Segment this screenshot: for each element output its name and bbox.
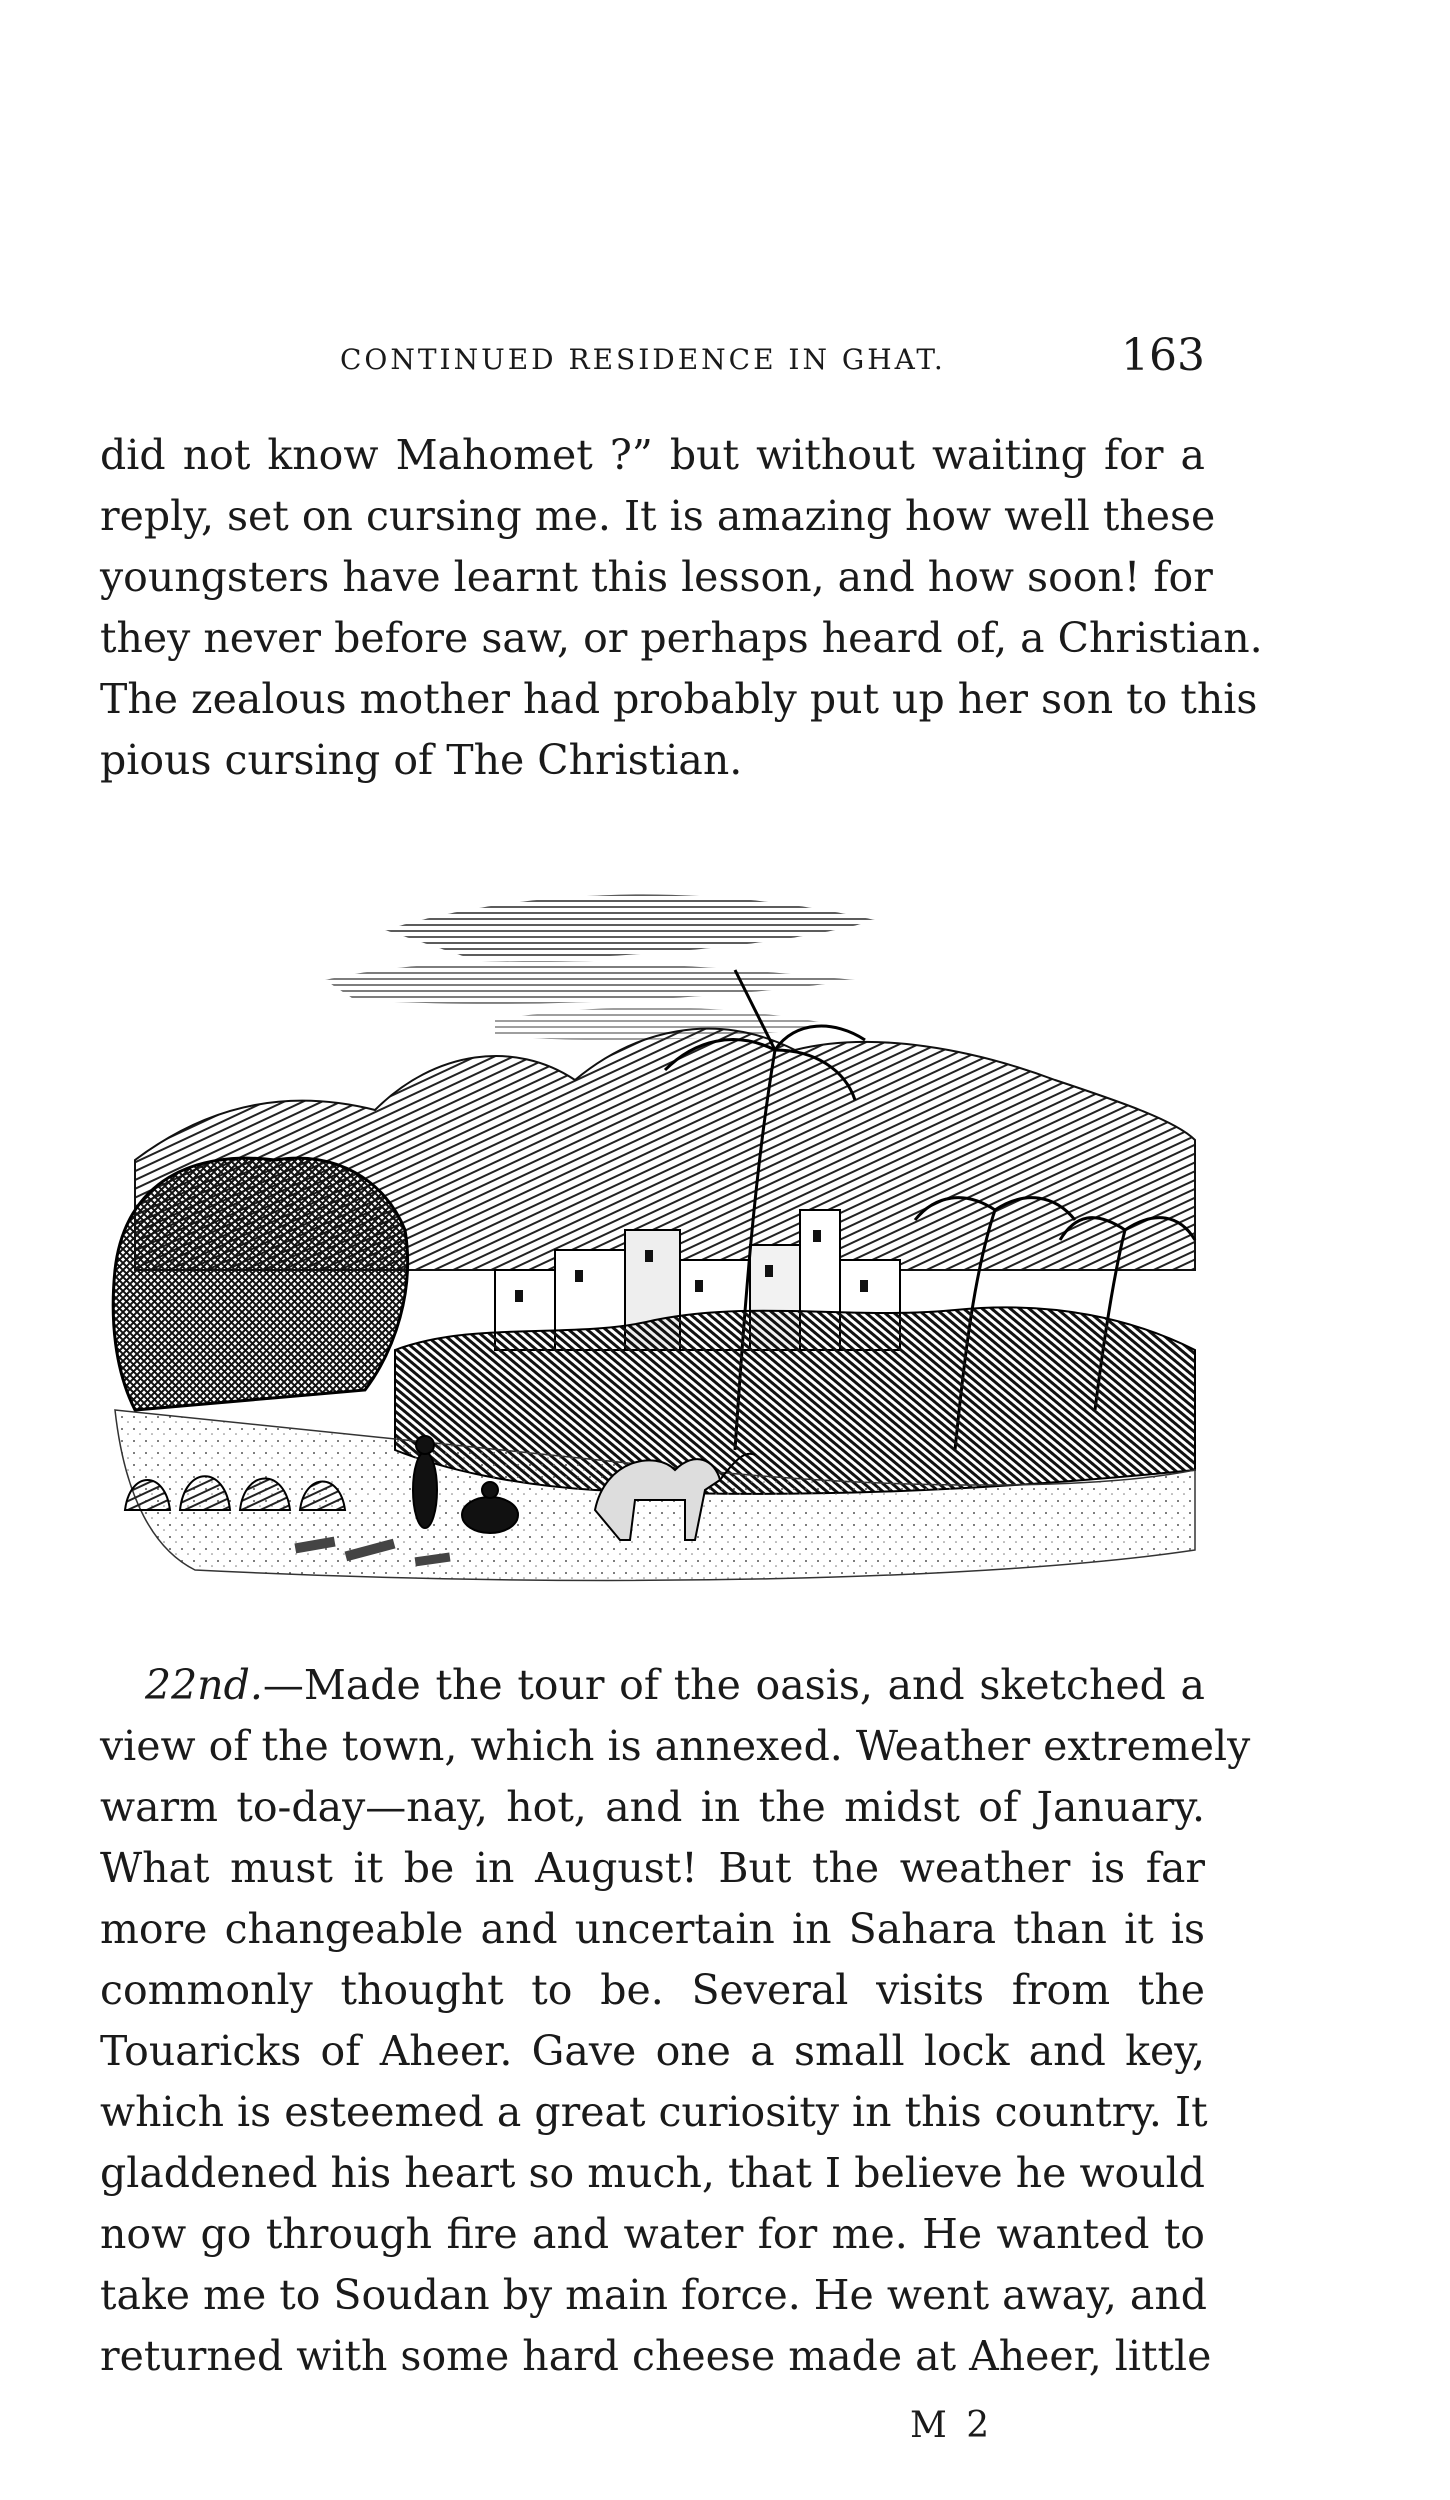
- text-line: returned with some hard cheese made at Aheer, little: [100, 2332, 1212, 2380]
- paragraph-1: [100, 425, 1263, 791]
- running-head: [100, 325, 1205, 385]
- text-line: [100, 1655, 1205, 1716]
- paragraph-2: [100, 1655, 1251, 2387]
- text-line: The zealous mother had probably put up her son to this: [100, 675, 1258, 723]
- text-line: did not know Mahomet ?” but without waiting for a: [100, 431, 1205, 479]
- text-line: more changeable and uncertain in Sahara than it is: [100, 1905, 1205, 1953]
- rock-outcrop: [113, 1158, 407, 1410]
- text-line: they never before saw, or perhaps heard of, a Christian.: [100, 614, 1263, 662]
- engraving-oasis-town-icon: [95, 850, 1215, 1600]
- text-line: warm to-day—nay, hot, and in the midst of January.: [100, 1783, 1205, 1831]
- text-line: now go through fire and water for me. He wanted to: [100, 2210, 1205, 2258]
- signature-mark: M 2: [910, 2405, 994, 2446]
- running-title: CONTINUED RESIDENCE IN GHAT.: [340, 343, 946, 376]
- text-line: youngsters have learnt this lesson, and how soon! for: [100, 553, 1213, 601]
- text-line: take me to Soudan by main force. He went away, and: [100, 2271, 1207, 2319]
- text-line: What must it be in August! But the weather is far: [100, 1844, 1205, 1892]
- text-line: Touaricks of Aheer. Gave one a small lock and key,: [100, 2027, 1205, 2075]
- page-number: 163: [1121, 330, 1205, 381]
- text-line: gladdened his heart so much, that I believe he would: [100, 2149, 1205, 2197]
- text-line: view of the town, which is annexed. Weather extremely: [100, 1722, 1251, 1770]
- first-line-text: —Made the tour of the oasis, and sketched a: [262, 1661, 1205, 1709]
- text-line: reply, set on cursing me. It is amazing how well these: [100, 492, 1216, 540]
- sky-clouds: [325, 895, 875, 1041]
- text-line: which is esteemed a great curiosity in this country. It: [100, 2088, 1208, 2136]
- text-line: commonly thought to be. Several visits from the: [100, 1966, 1205, 2014]
- text-line: pious cursing of The Christian.: [100, 736, 743, 784]
- date-label: 22nd.: [145, 1661, 263, 1709]
